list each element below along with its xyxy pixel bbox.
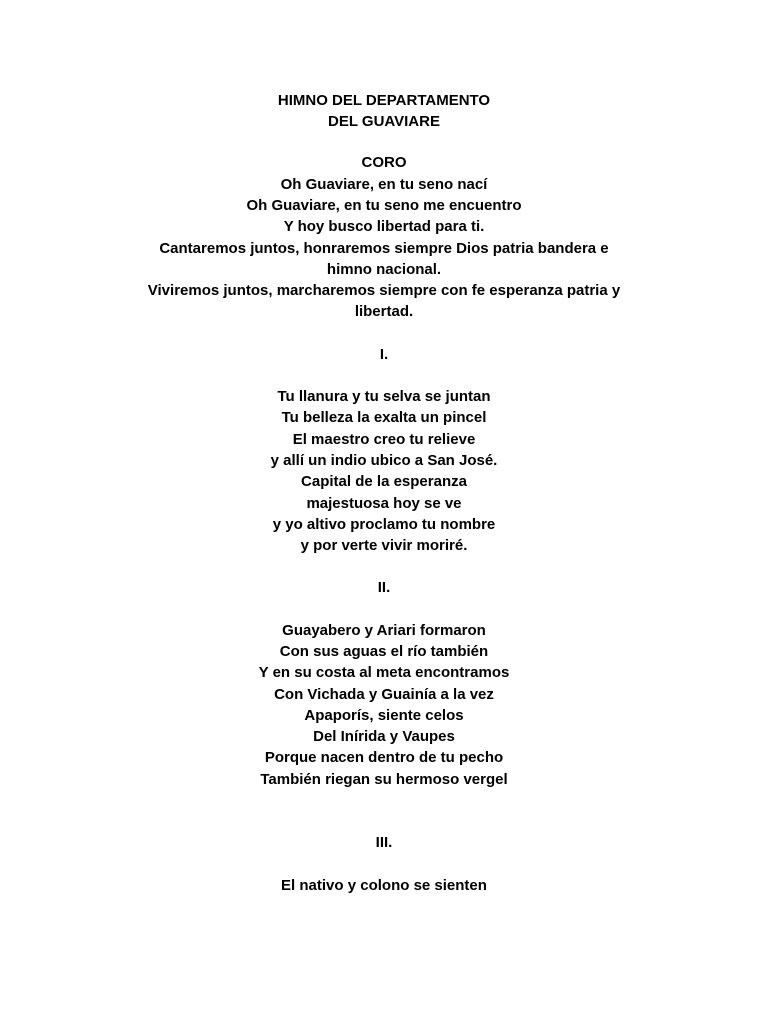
stanza-heading-2: II. <box>377 579 391 596</box>
coro-line: Viviremos juntos, marcharemos siempre con fe esperanza patria y <box>147 282 621 299</box>
stanza-line: El maestro creo tu relieve <box>292 431 476 448</box>
stanza-line: Capital de la esperanza <box>301 473 467 490</box>
coro-line: libertad. <box>354 303 414 320</box>
stanza-line: y yo altivo proclamo tu nombre <box>272 516 496 533</box>
stanza-line: Y en su costa al meta encontramos <box>258 664 510 681</box>
coro-line: Cantaremos juntos, honraremos siempre Dios patria bandera e <box>159 240 609 257</box>
coro-line: himno nacional. <box>326 261 442 278</box>
coro-line: Oh Guaviare, en tu seno nací <box>280 176 488 193</box>
stanza-heading-3: III. <box>375 834 393 851</box>
stanza-line: y por verte vivir moriré. <box>300 537 468 554</box>
stanza-line: Tu llanura y tu selva se juntan <box>277 388 491 405</box>
stanza-line: Apaporís, siente celos <box>304 707 464 724</box>
stanza-line: Tu belleza la exalta un pincel <box>281 409 487 426</box>
coro-line: Y hoy busco libertad para ti. <box>283 218 485 235</box>
stanza-line: Porque nacen dentro de tu pecho <box>264 749 504 766</box>
stanza-heading-1: I. <box>379 346 389 363</box>
coro-line: Oh Guaviare, en tu seno me encuentro <box>246 197 522 214</box>
stanza-line: También riegan su hermoso vergel <box>260 771 508 788</box>
title-line-1: HIMNO DEL DEPARTAMENTO <box>277 92 491 109</box>
stanza-line: Con Vichada y Guainía a la vez <box>274 686 494 703</box>
stanza-line: Del Inírida y Vaupes <box>313 728 455 745</box>
stanza-line: majestuosa hoy se ve <box>306 495 462 512</box>
title-line-2: DEL GUAVIARE <box>328 113 440 130</box>
stanza-line: Guayabero y Ariari formaron <box>282 622 486 639</box>
coro-heading: CORO <box>361 154 407 171</box>
stanza-line: y allí un indio ubico a San José. <box>270 452 498 469</box>
stanza-line: El nativo y colono se sienten <box>281 877 487 894</box>
stanza-line: Con sus aguas el río también <box>279 643 489 660</box>
